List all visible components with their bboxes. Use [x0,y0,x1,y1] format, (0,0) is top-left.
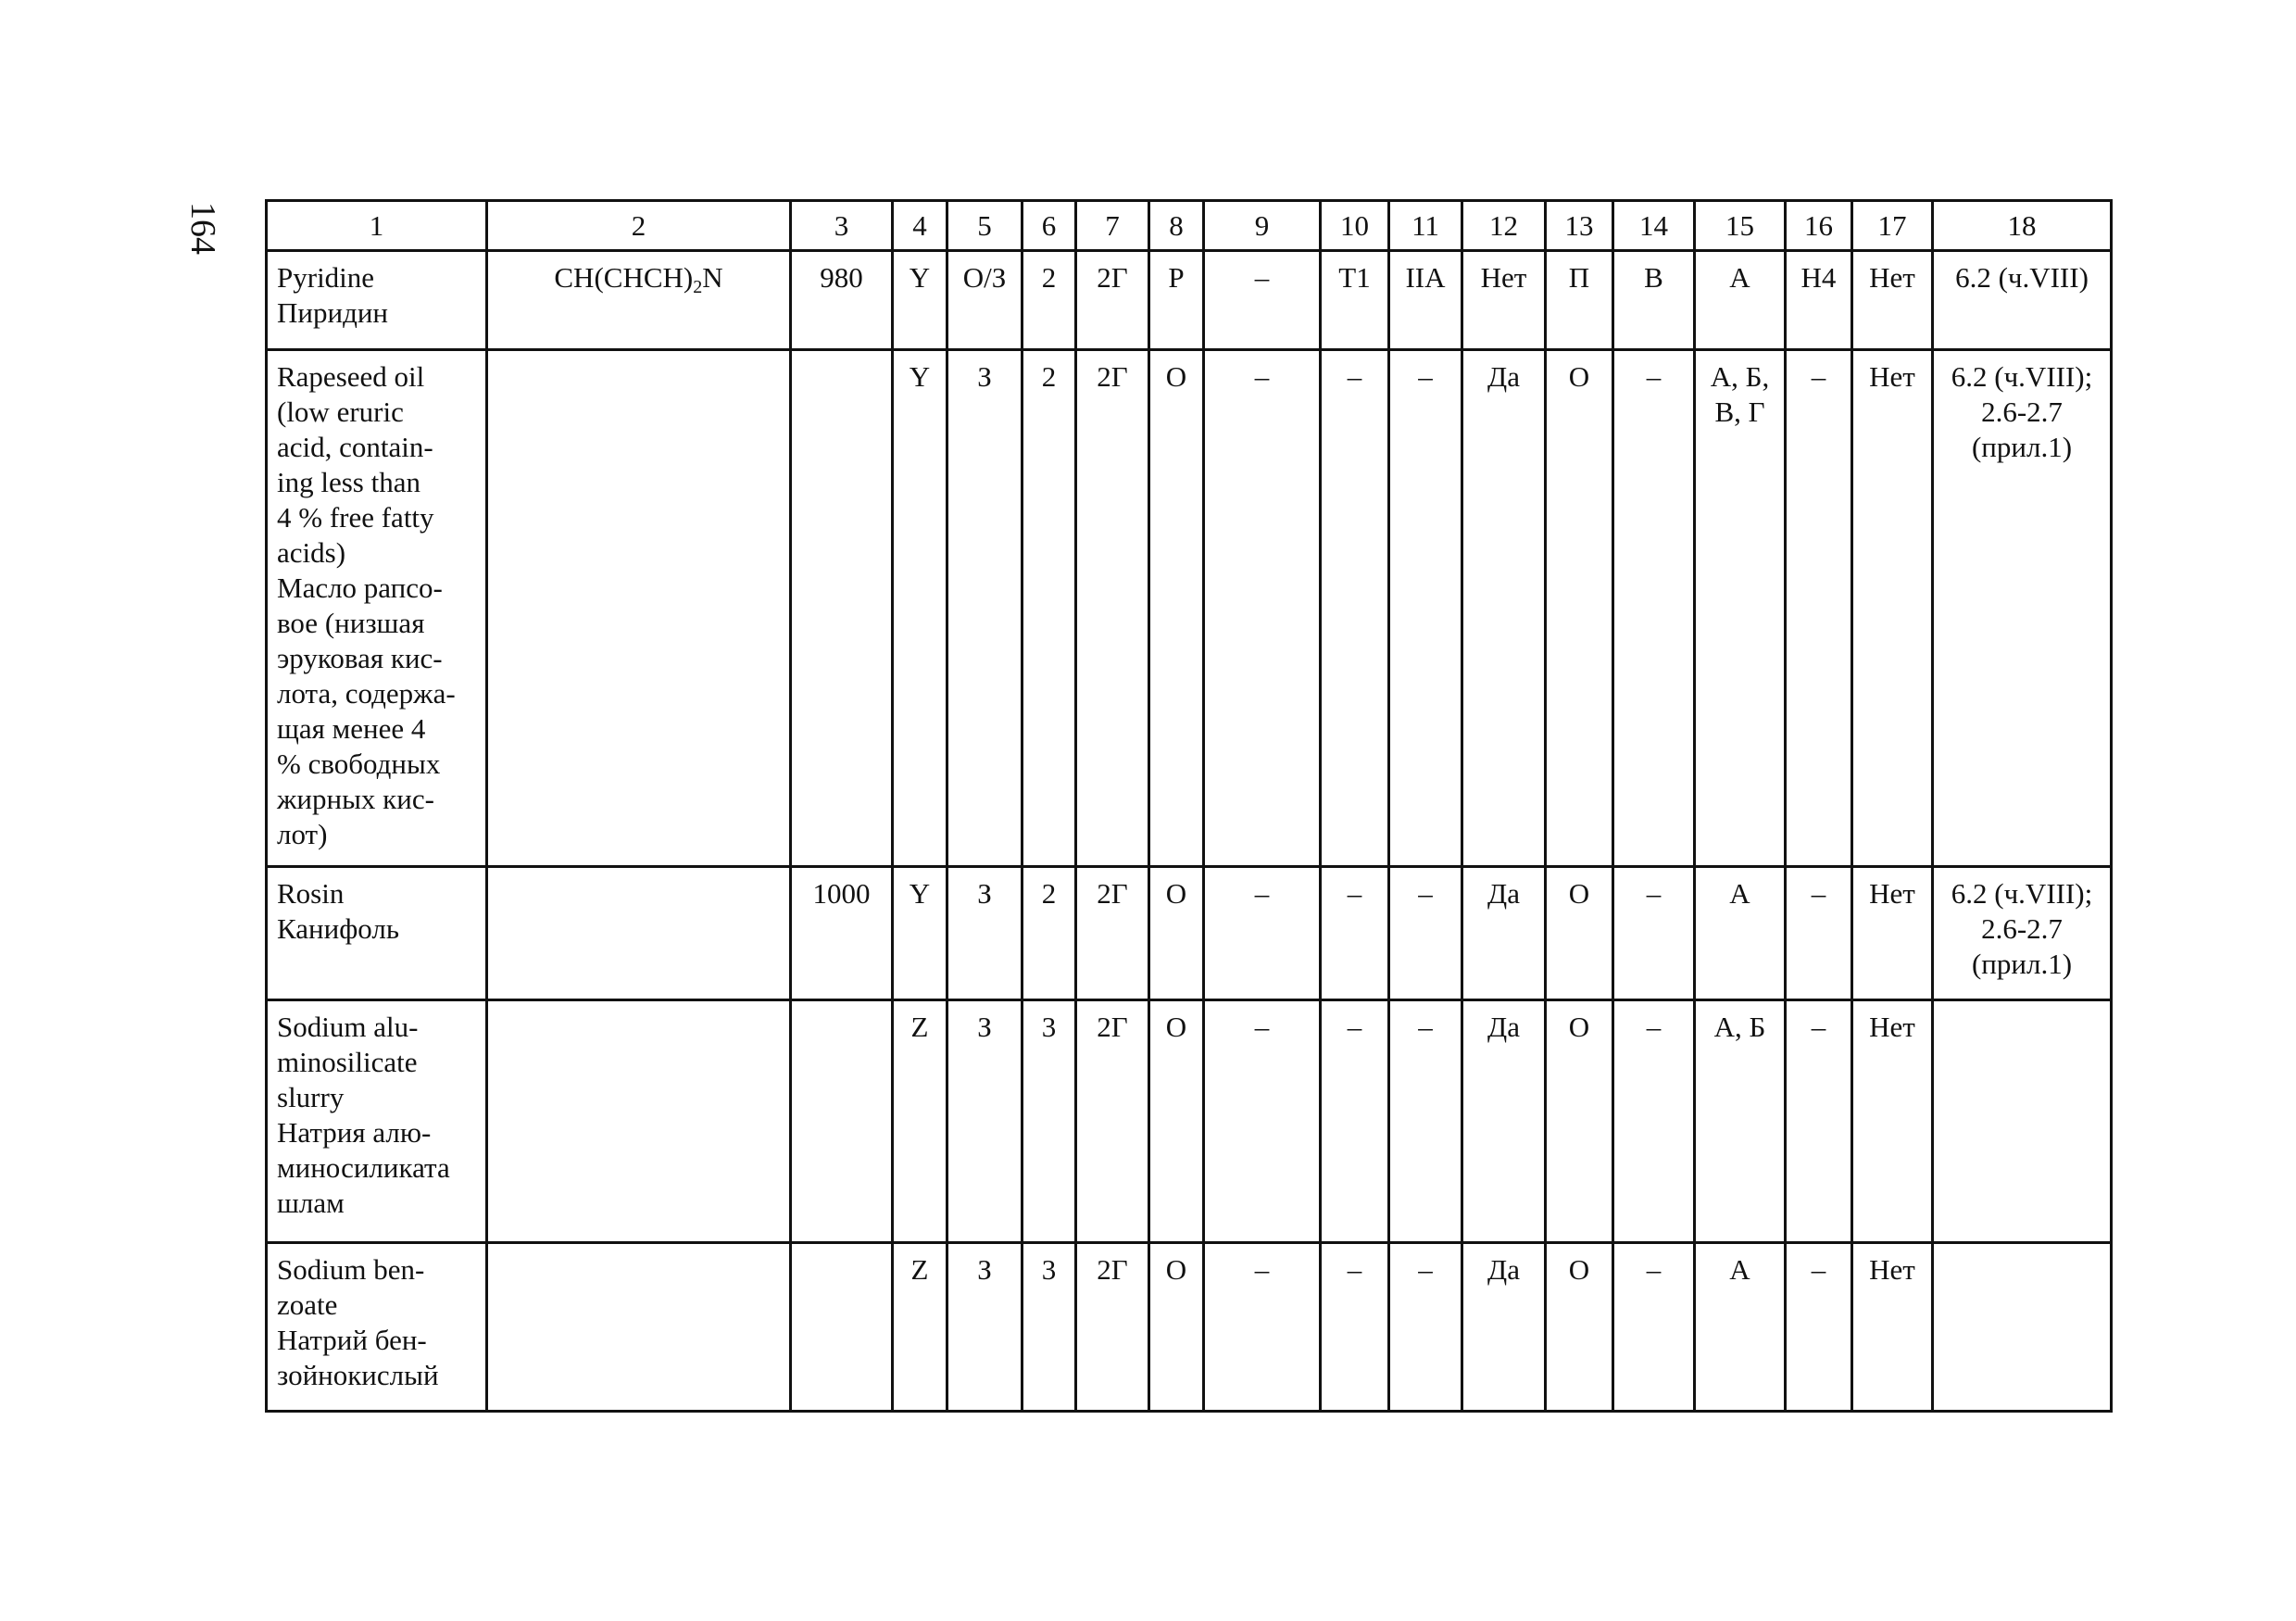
table-cell: – [1321,867,1389,1000]
product-name-line: Rosin [277,877,345,910]
table-cell: Нет [1852,867,1933,1000]
table-cell: 2Г [1076,1000,1149,1243]
formula-text: $CH(CHCH)_2N$ [554,261,723,297]
table-cell: Р [1149,251,1204,350]
table-cell: Нет [1852,1000,1933,1243]
table-cell: З [947,867,1023,1000]
table-cell: 1000 [791,867,893,1000]
product-name-line: щая менее 4 [277,712,426,745]
column-header: 3 [791,201,893,251]
table-cell: 2 [1023,251,1076,350]
product-name-line: slurry [277,1081,345,1113]
table-cell: О [1546,350,1613,867]
product-name-line: Пиридин [277,296,389,329]
table-cell: 2 [1023,350,1076,867]
product-name-line: Sodium alu- [277,1011,419,1043]
table-cell: – [1321,1000,1389,1243]
table-cell: – [1204,1243,1321,1412]
product-name-line: Натрия алю- [277,1116,432,1149]
table-cell [791,1000,893,1243]
cell-line: (прил.1) [1971,948,2073,980]
table-cell: – [1786,1000,1852,1243]
table-row [267,251,2112,350]
table-cell: 980 [791,251,893,350]
product-name-line: Sodium ben- [277,1253,425,1286]
table-cell: О [1149,1243,1204,1412]
table-cell: О/З [947,251,1023,350]
table-cell: – [1786,1243,1852,1412]
column-header: 9 [1204,201,1321,251]
table-cell: – [1786,350,1852,867]
product-name-line: вое (низшая [277,607,425,639]
product-name-cell [267,251,487,350]
table-cell: 2Г [1076,1243,1149,1412]
table-cell: IIA [1389,251,1462,350]
product-name-line: (low eruric [277,396,404,428]
formula-cell [487,1000,791,1243]
table-cell: В [1613,251,1695,350]
cell-line: В, Г [1714,396,1765,428]
table-cell: – [1321,350,1389,867]
cell-line: 2.6-2.7 [1981,912,2063,945]
cell-line: 2.6-2.7 [1981,396,2063,428]
table-row [267,867,2112,1000]
table-cell: З [947,1243,1023,1412]
table-cell: – [1321,1243,1389,1412]
product-name-line: ing less than [277,466,420,498]
product-name-line: Масло рапсо- [277,572,443,604]
table-cell: Да [1462,1243,1546,1412]
product-name-cell [267,1000,487,1243]
table-header-row [267,201,2112,251]
product-name-line: Rapeseed oil [277,360,425,393]
column-header: 1 [267,201,487,251]
table-cell: О [1546,1243,1613,1412]
table-cell: О [1546,867,1613,1000]
table-row [267,1243,2112,1412]
column-header: 10 [1321,201,1389,251]
product-name-line: шлам [277,1187,345,1219]
table-cell: Y [893,867,947,1000]
table-cell: З [947,350,1023,867]
table-cell: 2Г [1076,251,1149,350]
table-cell: – [1204,1000,1321,1243]
formula-cell [487,350,791,867]
cell-line: 6.2 (ч.VIII); [1951,360,2093,393]
table-cell: – [1613,350,1695,867]
column-header: 16 [1786,201,1852,251]
product-name-line: zoate [277,1288,338,1321]
product-name-line: Натрий бен- [277,1324,427,1356]
column-header: 13 [1546,201,1613,251]
table-cell: – [1786,867,1852,1000]
table-cell: – [1389,350,1462,867]
product-name-line: лот) [277,818,328,850]
product-name-line: 4 % free fatty [277,501,434,534]
table-cell: З [947,1000,1023,1243]
table-cell [1695,1000,1786,1243]
product-name-line: лота, содержа- [277,677,456,710]
table-cell: О [1149,1000,1204,1243]
cell-line: А, Б, [1710,360,1770,393]
table-cell: О [1149,350,1204,867]
formula-cell [487,251,791,350]
column-header: 7 [1076,201,1149,251]
table-cell: 2 [1023,867,1076,1000]
cell-line: 6.2 (ч.VIII) [1955,261,2089,294]
table-cell [791,350,893,867]
product-name-line: acids) [277,536,346,569]
reference-cell [1933,1000,2112,1243]
column-header: 15 [1695,201,1786,251]
cell-line: 6.2 (ч.VIII); [1951,877,2093,910]
table-cell [1695,1243,1786,1412]
column-header: 8 [1149,201,1204,251]
column-header: 4 [893,201,947,251]
column-header: 2 [487,201,791,251]
table-cell: Н4 [1786,251,1852,350]
column-header: 11 [1389,201,1462,251]
product-name-line: жирных кис- [277,783,434,815]
table-cell: – [1613,1000,1695,1243]
table-cell: Z [893,1243,947,1412]
table-cell: – [1204,251,1321,350]
table-cell: – [1613,1243,1695,1412]
product-name-line: % свободных [277,748,441,780]
column-header: 14 [1613,201,1695,251]
table-cell: Y [893,251,947,350]
table-cell: Z [893,1000,947,1243]
table-cell: Y [893,350,947,867]
cell-line: А [1729,261,1750,294]
reference-cell [1933,1243,2112,1412]
table-cell: 3 [1023,1243,1076,1412]
formula-cell [487,1243,791,1412]
table-cell: – [1389,1000,1462,1243]
table-row [267,350,2112,867]
table-cell: О [1149,867,1204,1000]
table-cell: T1 [1321,251,1389,350]
page-number: 164 [183,202,222,255]
product-name-line: Канифоль [277,912,399,945]
product-name-cell [267,350,487,867]
table-cell [1695,867,1786,1000]
table-cell: – [1613,867,1695,1000]
cargo-table [265,199,2113,1413]
table-cell: Да [1462,1000,1546,1243]
product-name-line: зойнокислый [277,1359,439,1391]
product-name-line: эруковая кис- [277,642,443,674]
table-cell [1695,350,1786,867]
table-row [267,1000,2112,1243]
table-cell: П [1546,251,1613,350]
reference-cell [1933,350,2112,867]
table-cell: Нет [1852,251,1933,350]
product-name-line: Pyridine [277,261,375,294]
cell-line: А [1729,1253,1750,1286]
product-name-line: acid, contain- [277,431,433,463]
table-cell: – [1204,867,1321,1000]
column-header: 18 [1933,201,2112,251]
table-cell: О [1546,1000,1613,1243]
column-header: 17 [1852,201,1933,251]
table-cell: – [1204,350,1321,867]
product-name-cell [267,867,487,1000]
reference-cell [1933,251,2112,350]
cell-line: (прил.1) [1971,431,2073,463]
table-cell: 2Г [1076,867,1149,1000]
column-header: 5 [947,201,1023,251]
table-cell: Нет [1462,251,1546,350]
reference-cell [1933,867,2112,1000]
cell-line: А, Б [1713,1011,1766,1043]
table-cell [791,1243,893,1412]
table-cell: Нет [1852,1243,1933,1412]
table-cell: 3 [1023,1000,1076,1243]
product-name-line: миносиликата [277,1151,450,1184]
product-name-line: minosilicate [277,1046,418,1078]
table-cell: Нет [1852,350,1933,867]
table-cell: Да [1462,350,1546,867]
cell-line: А [1729,877,1750,910]
table-cell: Да [1462,867,1546,1000]
table-cell: 2Г [1076,350,1149,867]
table-cell: – [1389,867,1462,1000]
table-cell: – [1389,1243,1462,1412]
column-header: 12 [1462,201,1546,251]
formula-cell [487,867,791,1000]
table-cell [1695,251,1786,350]
product-name-cell [267,1243,487,1412]
column-header: 6 [1023,201,1076,251]
